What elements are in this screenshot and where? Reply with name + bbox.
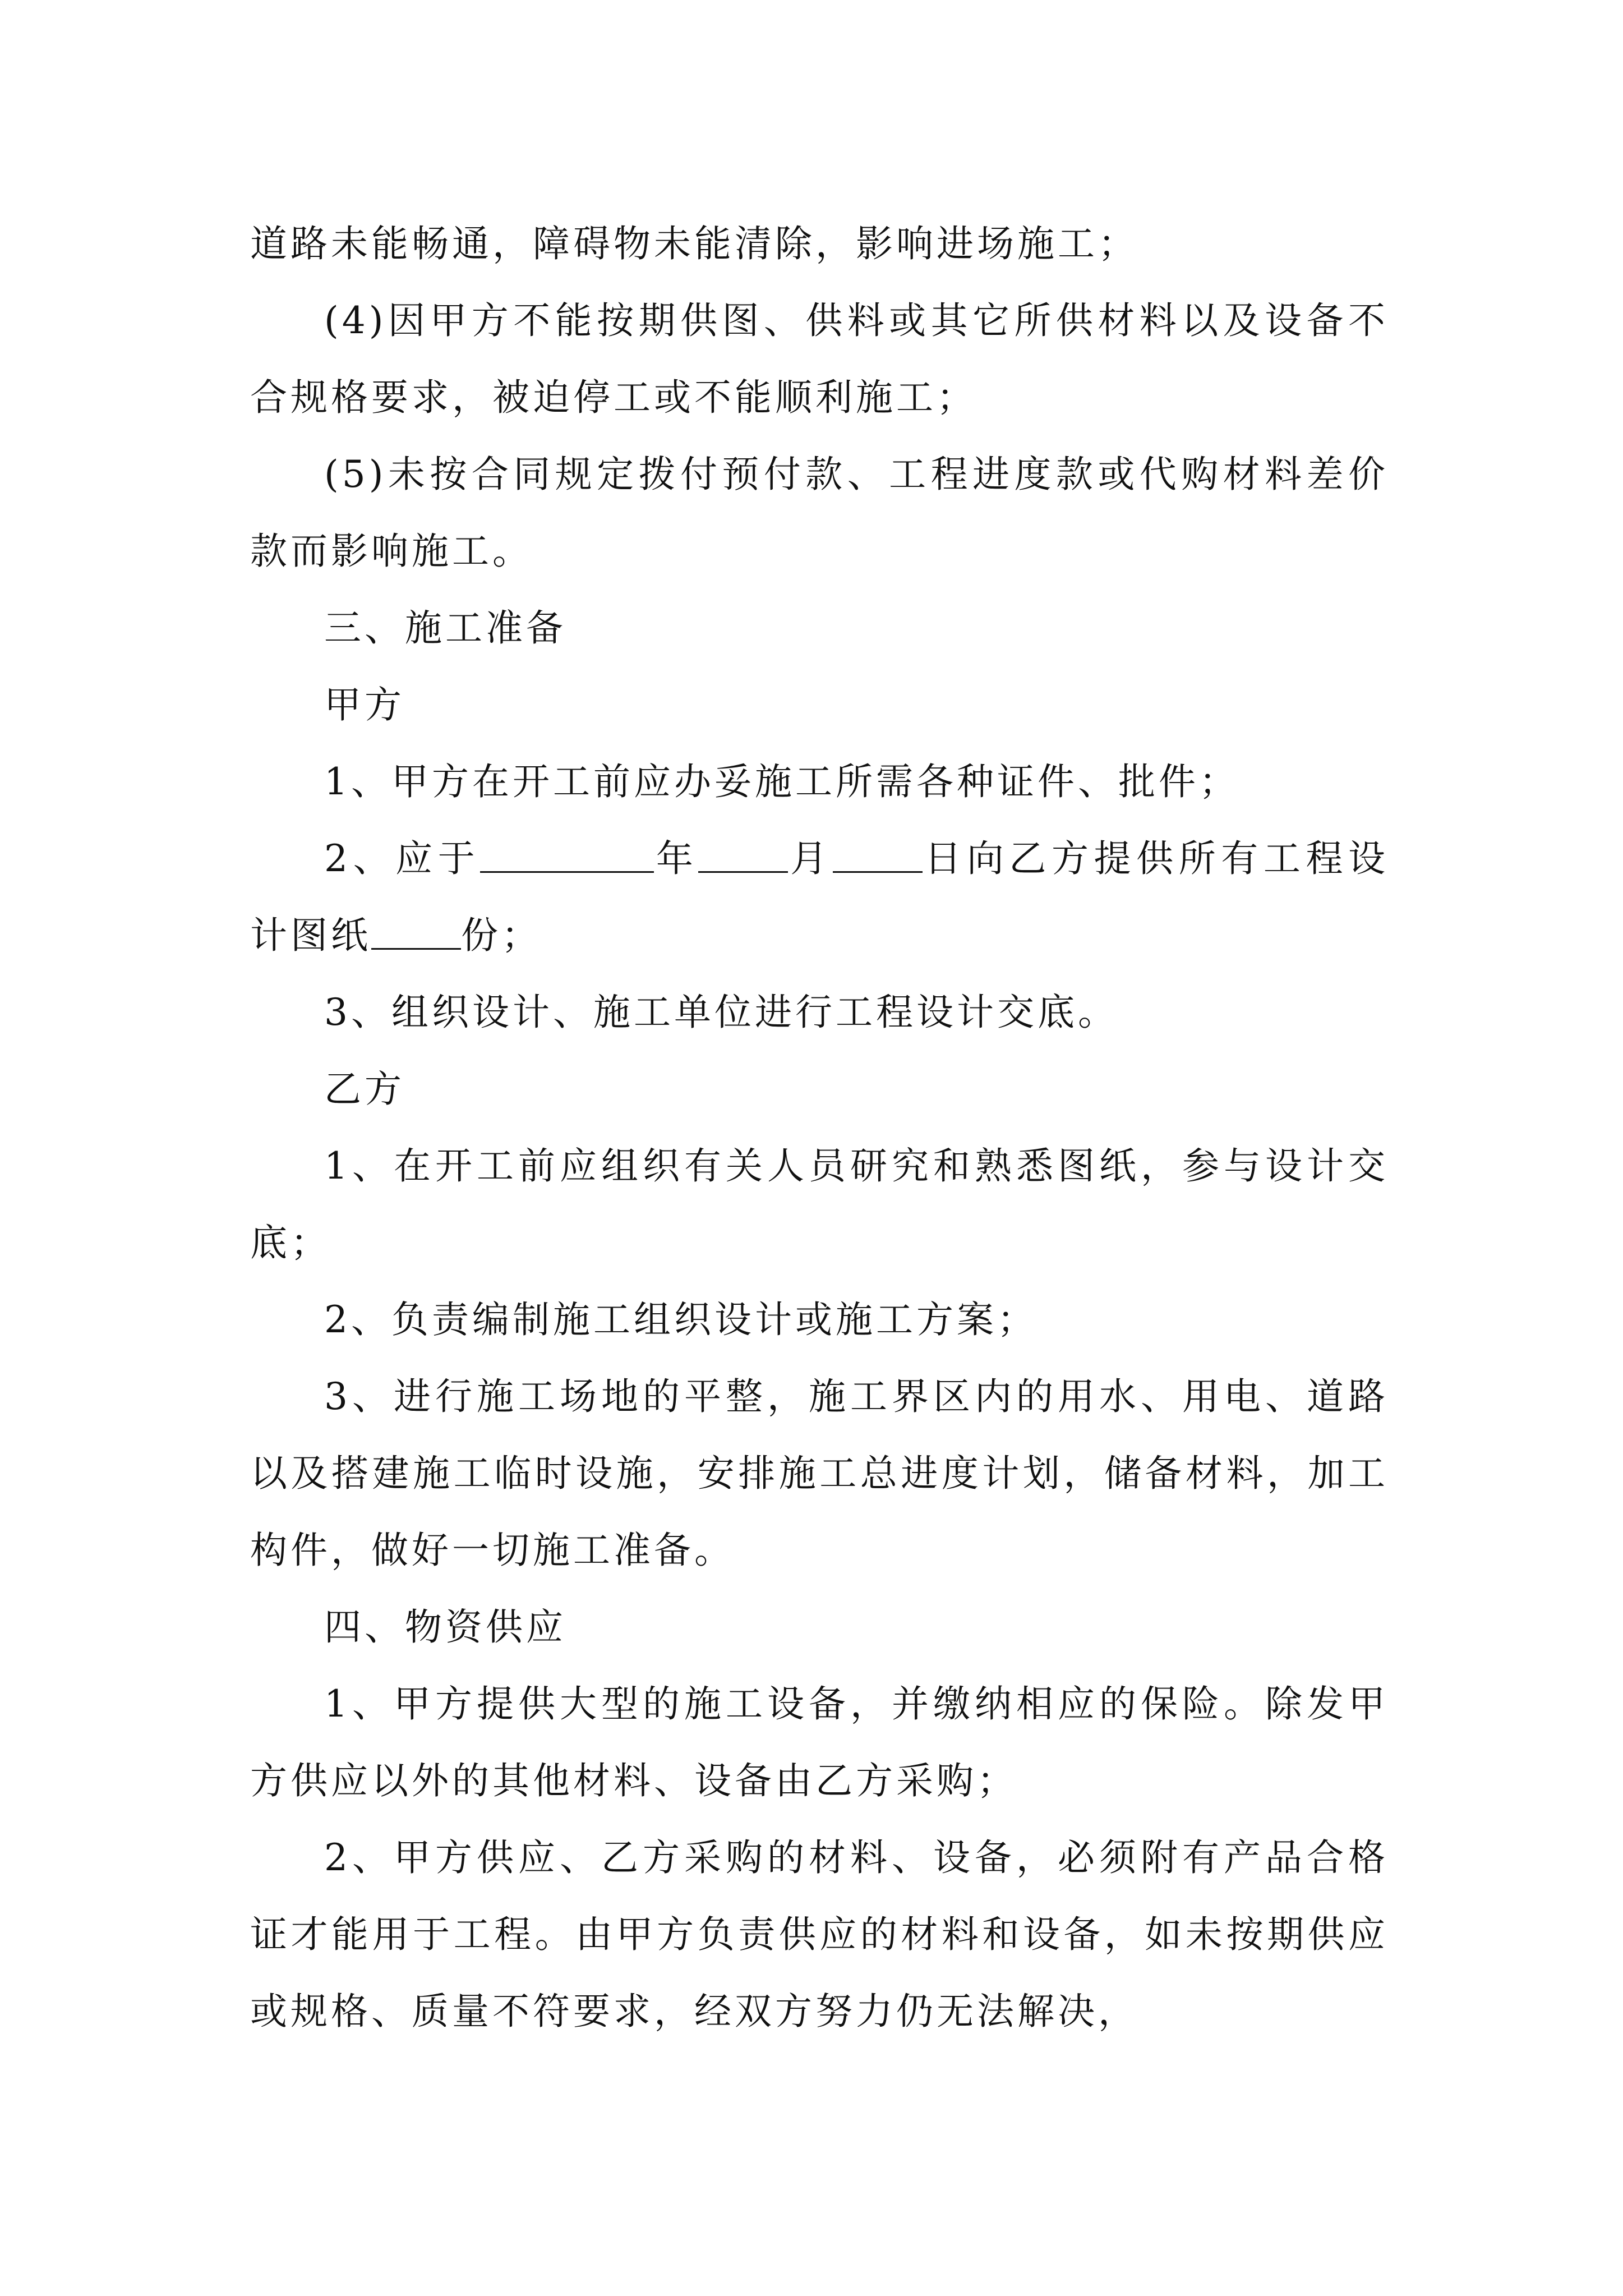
party-a-item-2-text-a: 2、应于: [324, 837, 481, 880]
party-a-item-3: 3、组织设计、施工单位进行工程设计交底。: [324, 991, 1118, 1034]
paragraph-road-obstruction: 道路未能畅通，障碍物未能清除，影响进场施工；: [250, 222, 1138, 265]
fill-blank-copies: [371, 913, 461, 950]
document-body: [250, 205, 1389, 2050]
section-heading-material-supply: 四、物资供应: [324, 1605, 566, 1649]
fill-blank-day: [833, 836, 923, 873]
party-a-item-2-text-c: 月: [788, 837, 833, 880]
party-a-item-2: [250, 820, 1389, 974]
party-a-heading: 甲方: [324, 683, 405, 726]
party-b-heading: 乙方: [324, 1068, 405, 1111]
paragraph-item-5: (5)未按合同规定拨付预付款、工程进度款或代购材料差价款而影响施工。: [250, 453, 1389, 573]
party-a-item-2-text-e: 份；: [461, 914, 542, 957]
supply-item-1: 1、甲方提供大型的施工设备，并缴纳相应的保险。除发甲方供应以外的其他材料、设备由乙方采购；: [250, 1682, 1389, 1802]
party-b-item-1: 1、在开工前应组织有关人员研究和熟悉图纸，参与设计交底；: [250, 1144, 1389, 1264]
section-heading-construction-preparation: 三、施工准备: [324, 606, 566, 650]
party-a-item-1: 1、甲方在开工前应办妥施工所需各种证件、批件；: [324, 760, 1239, 803]
paragraph-item-4: (4)因甲方不能按期供图、供料或其它所供材料以及设备不合规格要求，被迫停工或不能顺利施工；: [250, 299, 1389, 419]
party-a-item-2-text-b: 年: [654, 837, 699, 880]
party-a-item-2-text-d: 日向乙方提供所有工程设计图纸: [250, 837, 1389, 957]
party-b-item-2: 2、负责编制施工组织设计或施工方案；: [324, 1298, 1038, 1341]
party-b-item-3: 3、进行施工场地的平整，施工界区内的用水、用电、道路以及搭建施工临时设施，安排施工总进度计划，储备材料，加工构件，做好一切施工准备。: [250, 1375, 1389, 1572]
fill-blank-year: [480, 836, 654, 873]
supply-item-2: 2、甲方供应、乙方采购的材料、设备，必须附有产品合格证才能用于工程。由甲方负责供应的材料和设备，如未按期供应或规格、质量不符要求，经双方努力仍无法解决，: [250, 1836, 1389, 2033]
fill-blank-month: [698, 836, 788, 873]
